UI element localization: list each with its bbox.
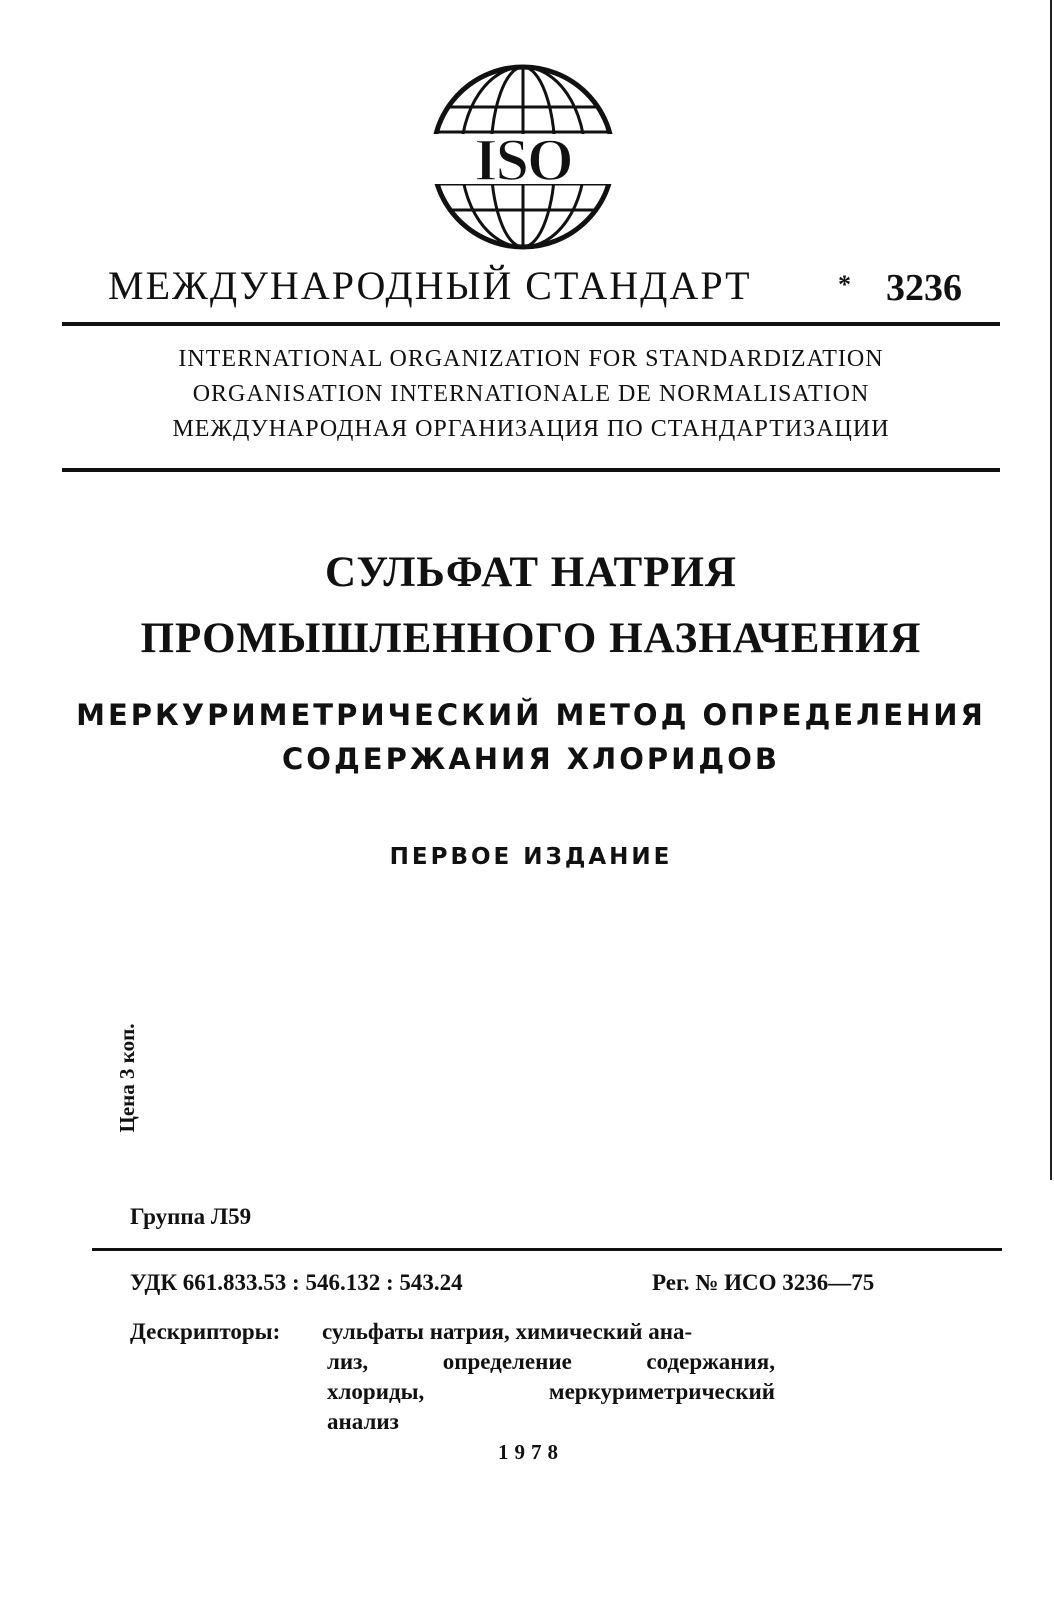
- udk-code: УДК 661.833.53 : 546.132 : 543.24: [130, 1270, 463, 1295]
- edition-label: ПЕРВОЕ ИЗДАНИЕ: [389, 844, 673, 870]
- standard-number: 3236: [886, 267, 962, 309]
- divider-middle: [62, 468, 1000, 472]
- publication-year: 1978: [498, 1440, 564, 1464]
- divider-top: [62, 322, 1000, 326]
- registration-number: Рег. № ИСО 3236—75: [652, 1270, 875, 1295]
- document-title-line-2: ПРОМЫШЛЕННОГО НАЗНАЧЕНИЯ: [140, 615, 922, 662]
- organization-russian: МЕЖДУНАРОДНАЯ ОРГАНИЗАЦИЯ ПО СТАНДАРТИЗАЦИИ: [172, 416, 890, 442]
- descriptors-label: Дескрипторы:: [130, 1319, 281, 1344]
- standard-star: *: [838, 270, 851, 299]
- document-title-line-1: СУЛЬФАТ НАТРИЯ: [325, 549, 737, 596]
- organization-french: ORGANISATION INTERNATIONALE DE NORMALISATION: [192, 381, 870, 407]
- iso-logo: [428, 62, 618, 252]
- divider-bottom: [92, 1248, 1002, 1251]
- organization-english: INTERNATIONAL ORGANIZATION FOR STANDARDIZATION: [178, 346, 884, 372]
- descriptors-line-1: сульфаты натрия, химический ана-: [322, 1319, 693, 1344]
- price-label: Цена 3 коп.: [115, 1023, 139, 1133]
- descriptors-line-4: анализ: [327, 1409, 399, 1434]
- descriptors-line-2: лиз, определение содержания,: [327, 1349, 775, 1374]
- document-subtitle-line-2: СОДЕРЖАНИЯ ХЛОРИДОВ: [282, 742, 780, 776]
- standard-title: МЕЖДУНАРОДНЫЙ СТАНДАРТ: [108, 263, 752, 308]
- logo-text: ISO: [474, 127, 572, 193]
- descriptors-line-3: хлориды, меркуриметрический: [327, 1379, 775, 1404]
- page-edge-line: [1050, 0, 1052, 1180]
- group-label: Группа Л59: [130, 1204, 252, 1229]
- document-subtitle-line-1: МЕРКУРИМЕТРИЧЕСКИЙ МЕТОД ОПРЕДЕЛЕНИЯ: [76, 698, 986, 732]
